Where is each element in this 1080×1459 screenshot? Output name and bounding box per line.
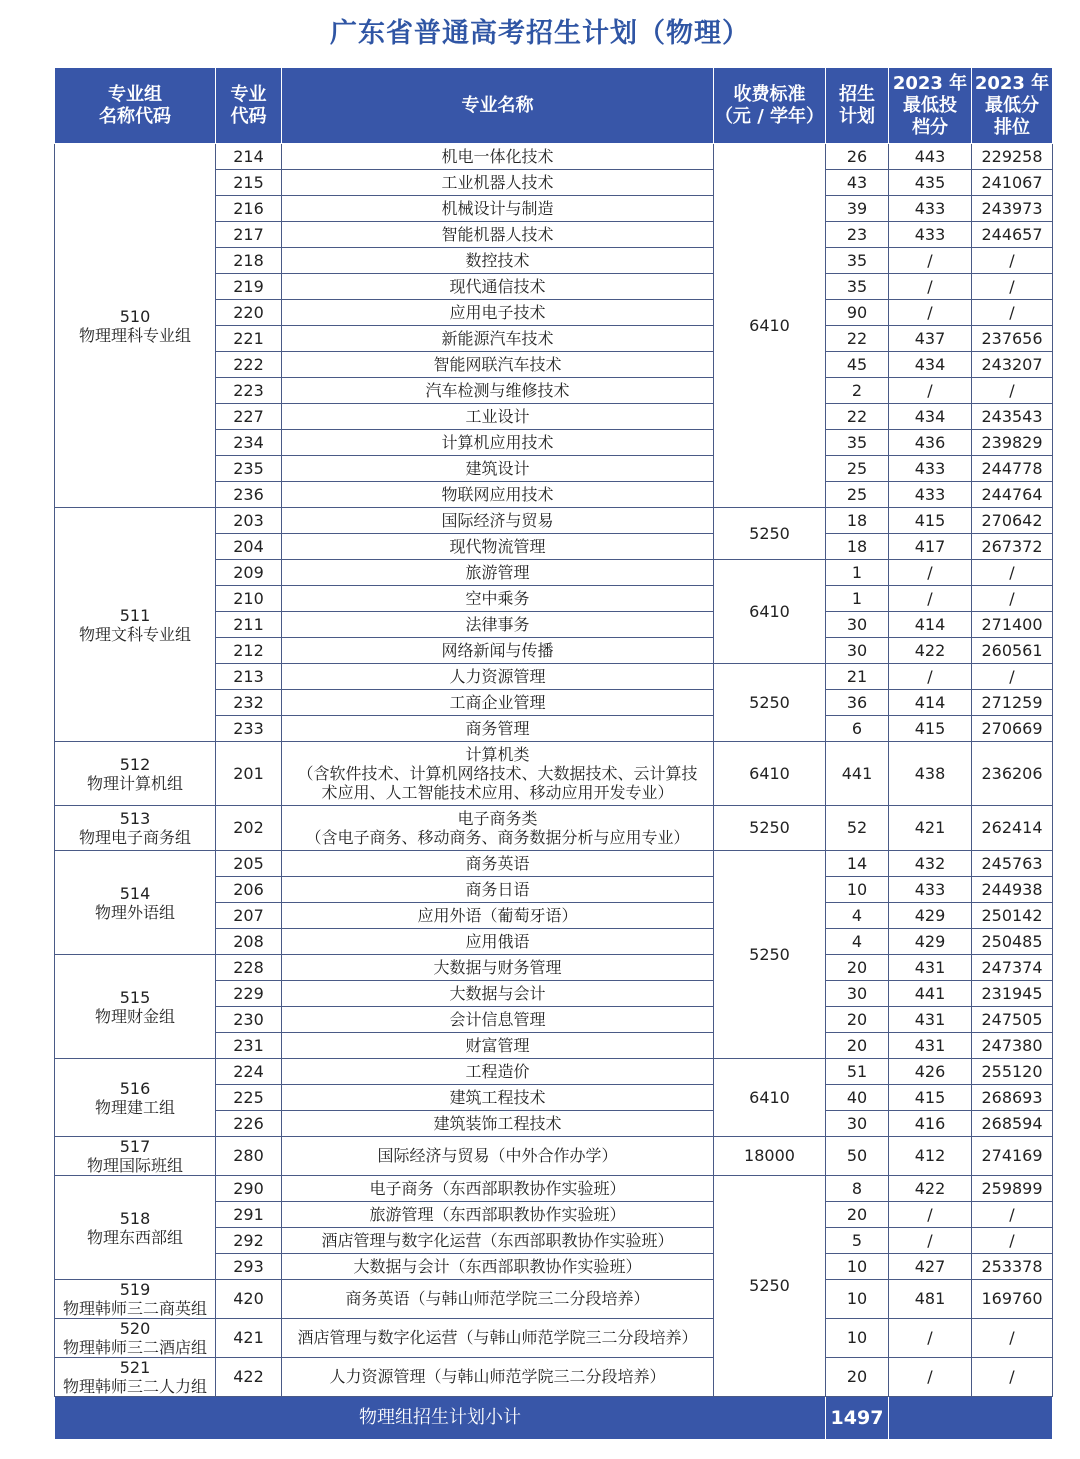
plan-count: 36: [826, 690, 889, 716]
major-code: 213: [216, 664, 282, 690]
header-group-code: 专业组 名称代码: [55, 68, 216, 144]
min-rank: /: [972, 248, 1053, 274]
major-code: 210: [216, 586, 282, 612]
fee-cell: 5250: [714, 508, 826, 560]
major-name: 旅游管理: [282, 560, 714, 586]
min-score: 433: [889, 222, 972, 248]
major-name: 空中乘务: [282, 586, 714, 612]
min-score: /: [889, 586, 972, 612]
min-score: 434: [889, 352, 972, 378]
plan-count: 21: [826, 664, 889, 690]
enrollment-plan-table: [54, 67, 1053, 1440]
plan-count: 51: [826, 1059, 889, 1085]
plan-count: 30: [826, 1111, 889, 1137]
major-name: 现代通信技术: [282, 274, 714, 300]
min-rank: 231945: [972, 981, 1053, 1007]
major-code: 230: [216, 1007, 282, 1033]
table-row: [55, 1280, 1053, 1319]
major-name: 智能网联汽车技术: [282, 352, 714, 378]
major-code: 233: [216, 716, 282, 742]
major-name: 商务英语: [282, 851, 714, 877]
major-name: 商务日语: [282, 877, 714, 903]
major-name: 工业机器人技术: [282, 170, 714, 196]
major-name: 商务英语（与韩山师范学院三二分段培养）: [282, 1280, 714, 1319]
group-cell: [55, 1176, 216, 1280]
header-min-rank: 2023 年 最低分 排位: [972, 68, 1053, 144]
major-name: 人力资源管理（与韩山师范学院三二分段培养）: [282, 1358, 714, 1397]
plan-count: 26: [826, 144, 889, 170]
min-score: 415: [889, 508, 972, 534]
major-name: 汽车检测与维修技术: [282, 378, 714, 404]
min-score: /: [889, 1202, 972, 1228]
min-rank: 243543: [972, 404, 1053, 430]
major-name: 酒店管理与数字化运营（与韩山师范学院三二分段培养）: [282, 1319, 714, 1358]
min-score: /: [889, 560, 972, 586]
min-score: 422: [889, 638, 972, 664]
plan-count: 35: [826, 274, 889, 300]
major-name: 应用外语（葡萄牙语）: [282, 903, 714, 929]
major-name: 网络新闻与传播: [282, 638, 714, 664]
min-rank: /: [972, 560, 1053, 586]
min-rank: 253378: [972, 1254, 1053, 1280]
min-score: 433: [889, 482, 972, 508]
fee-cell: 5250: [714, 664, 826, 742]
plan-count: 35: [826, 430, 889, 456]
major-name: 机电一体化技术: [282, 144, 714, 170]
major-code: 280: [216, 1137, 282, 1176]
min-score: 432: [889, 851, 972, 877]
major-name: 工程造价: [282, 1059, 714, 1085]
major-code: 209: [216, 560, 282, 586]
major-code: 235: [216, 456, 282, 482]
major-name: 酒店管理与数字化运营（东西部职教协作实验班）: [282, 1228, 714, 1254]
min-score: 431: [889, 955, 972, 981]
plan-count: 52: [826, 806, 889, 851]
plan-count: 1: [826, 560, 889, 586]
min-rank: 241067: [972, 170, 1053, 196]
plan-count: 40: [826, 1085, 889, 1111]
major-name: 新能源汽车技术: [282, 326, 714, 352]
table-row: [55, 508, 1053, 534]
group-cell: [55, 742, 216, 806]
table-row: [55, 851, 1053, 877]
min-score: /: [889, 274, 972, 300]
group-name: 物理韩师三二商英组: [62, 1299, 207, 1318]
min-rank: 268693: [972, 1085, 1053, 1111]
plan-count: 35: [826, 248, 889, 274]
header-major-code: 专业 代码: [216, 68, 282, 144]
major-code: 201: [216, 742, 282, 806]
major-code: 229: [216, 981, 282, 1007]
min-score: 441: [889, 981, 972, 1007]
fee-cell: 6410: [714, 1059, 826, 1137]
major-code: 422: [216, 1358, 282, 1397]
min-rank: /: [972, 274, 1053, 300]
major-code: 202: [216, 806, 282, 851]
table-row: [55, 1176, 1053, 1202]
min-rank: 274169: [972, 1137, 1053, 1176]
plan-count: 20: [826, 1202, 889, 1228]
group-cell: [55, 955, 216, 1059]
min-score: 417: [889, 534, 972, 560]
major-code: 236: [216, 482, 282, 508]
min-score: 434: [889, 404, 972, 430]
group-cell: [55, 508, 216, 742]
min-rank: 243973: [972, 196, 1053, 222]
group-code: 518: [119, 1208, 151, 1228]
plan-count: 50: [826, 1137, 889, 1176]
text-line: 电子商务类: [457, 809, 538, 828]
major-code: 220: [216, 300, 282, 326]
group-name: 物理东西部组: [86, 1227, 183, 1247]
major-name: 电子商务（东西部职教协作实验班）: [282, 1176, 714, 1202]
group-code: 514: [119, 883, 151, 903]
group-name: 物理文科专业组: [78, 624, 191, 644]
group-code: 512: [119, 754, 151, 774]
min-score: /: [889, 1319, 972, 1358]
min-rank: 271400: [972, 612, 1053, 638]
major-name: 建筑设计: [282, 456, 714, 482]
fee-cell: 6410: [714, 742, 826, 806]
min-rank: 271259: [972, 690, 1053, 716]
table-row: [55, 1319, 1053, 1358]
min-rank: 244778: [972, 456, 1053, 482]
major-name: 大数据与会计: [282, 981, 714, 1007]
plan-count: 23: [826, 222, 889, 248]
plan-count: 22: [826, 404, 889, 430]
major-code: 223: [216, 378, 282, 404]
text-line: （含电子商务、移动商务、商务数据分析与应用专业）: [305, 828, 690, 847]
min-rank: 262414: [972, 806, 1053, 851]
major-code: 217: [216, 222, 282, 248]
plan-count: 10: [826, 1254, 889, 1280]
min-rank: 247374: [972, 955, 1053, 981]
major-code: 224: [216, 1059, 282, 1085]
major-name: 财富管理: [282, 1033, 714, 1059]
major-code: 421: [216, 1319, 282, 1358]
plan-count: 10: [826, 1280, 889, 1319]
group-code: 521: [119, 1358, 151, 1377]
plan-count: 30: [826, 981, 889, 1007]
major-code: 216: [216, 196, 282, 222]
min-rank: /: [972, 1319, 1053, 1358]
group-name: 物理韩师三二人力组: [62, 1377, 207, 1396]
min-rank: /: [972, 1202, 1053, 1228]
group-cell: [55, 1358, 216, 1397]
min-rank: /: [972, 1358, 1053, 1397]
table-row: [55, 1059, 1053, 1085]
major-code: 212: [216, 638, 282, 664]
min-rank: /: [972, 664, 1053, 690]
min-rank: 268594: [972, 1111, 1053, 1137]
min-rank: 255120: [972, 1059, 1053, 1085]
min-rank: 270642: [972, 508, 1053, 534]
group-code: 516: [119, 1078, 151, 1098]
text-line: 计算机类: [465, 745, 530, 764]
group-cell: [55, 851, 216, 955]
major-name: 应用俄语: [282, 929, 714, 955]
text-line: （含软件技术、计算机网络技术、大数据技术、云计算技: [297, 764, 698, 783]
group-code: 513: [119, 809, 151, 828]
major-name: 会计信息管理: [282, 1007, 714, 1033]
min-score: 443: [889, 144, 972, 170]
min-score: 421: [889, 806, 972, 851]
fee-cell: 5250: [714, 1176, 826, 1397]
min-rank: 250142: [972, 903, 1053, 929]
major-name: 大数据与会计（东西部职教协作实验班）: [282, 1254, 714, 1280]
fee-cell: 6410: [714, 560, 826, 664]
major-code: 203: [216, 508, 282, 534]
min-score: /: [889, 664, 972, 690]
major-name: 人力资源管理: [282, 664, 714, 690]
plan-count: 14: [826, 851, 889, 877]
table-row: [55, 144, 1053, 170]
plan-count: 20: [826, 1007, 889, 1033]
min-score: 431: [889, 1033, 972, 1059]
group-cell: [55, 1280, 216, 1319]
min-rank: 247380: [972, 1033, 1053, 1059]
plan-count: 25: [826, 456, 889, 482]
min-score: 429: [889, 903, 972, 929]
header-fee: 收费标准 （元 / 学年）: [714, 68, 826, 144]
major-code: 204: [216, 534, 282, 560]
min-score: /: [889, 1358, 972, 1397]
plan-count: 20: [826, 955, 889, 981]
major-name: 建筑工程技术: [282, 1085, 714, 1111]
min-rank: 245763: [972, 851, 1053, 877]
subtotal-blank: [889, 1397, 1053, 1440]
min-score: 412: [889, 1137, 972, 1176]
major-code: 208: [216, 929, 282, 955]
min-rank: 260561: [972, 638, 1053, 664]
plan-count: 4: [826, 903, 889, 929]
group-name: 物理国际班组: [86, 1156, 183, 1175]
fee-cell: 6410: [714, 144, 826, 508]
table-row: [55, 955, 1053, 981]
major-code: 234: [216, 430, 282, 456]
major-name: 计算机应用技术: [282, 430, 714, 456]
group-code: 519: [119, 1280, 151, 1299]
plan-count: 10: [826, 877, 889, 903]
footer-row: [55, 1397, 1053, 1440]
page-title: 广东省普通高考招生计划（物理）: [330, 18, 750, 49]
group-code: 520: [119, 1319, 151, 1338]
min-rank: /: [972, 586, 1053, 612]
major-name: 法律事务: [282, 612, 714, 638]
major-name: 机械设计与制造: [282, 196, 714, 222]
major-code: 214: [216, 144, 282, 170]
min-score: 433: [889, 877, 972, 903]
group-name: 物理电子商务组: [78, 828, 191, 847]
plan-count: 43: [826, 170, 889, 196]
table-row: [55, 806, 1053, 851]
major-name: 国际经济与贸易（中外合作办学）: [282, 1137, 714, 1176]
min-rank: 169760: [972, 1280, 1053, 1319]
min-rank: 250485: [972, 929, 1053, 955]
min-score: /: [889, 300, 972, 326]
group-name: 物理外语组: [94, 902, 175, 922]
group-name: 物理韩师三二酒店组: [62, 1338, 207, 1357]
min-rank: 243207: [972, 352, 1053, 378]
min-rank: 247505: [972, 1007, 1053, 1033]
major-code: 228: [216, 955, 282, 981]
header-major-name: 专业名称: [282, 68, 714, 144]
min-rank: /: [972, 1228, 1053, 1254]
major-name: 智能机器人技术: [282, 222, 714, 248]
header-min-score: 2023 年 最低投 档分: [889, 68, 972, 144]
plan-count: 18: [826, 508, 889, 534]
min-score: 422: [889, 1176, 972, 1202]
fee-cell: 5250: [714, 851, 826, 1059]
group-cell: [55, 1059, 216, 1137]
min-score: 427: [889, 1254, 972, 1280]
major-code: 215: [216, 170, 282, 196]
table-body: [55, 144, 1053, 1397]
table-row: [55, 1358, 1053, 1397]
group-code: 515: [119, 987, 151, 1007]
header-row: [55, 68, 1053, 144]
plan-count: 1: [826, 586, 889, 612]
major-name: 商务管理: [282, 716, 714, 742]
min-score: 429: [889, 929, 972, 955]
plan-count: 20: [826, 1358, 889, 1397]
header-plan: 招生 计划: [826, 68, 889, 144]
min-score: 416: [889, 1111, 972, 1137]
plan-count: 4: [826, 929, 889, 955]
min-rank: 236206: [972, 742, 1053, 806]
min-score: 415: [889, 716, 972, 742]
table-row: [55, 742, 1053, 806]
major-name: 现代物流管理: [282, 534, 714, 560]
plan-count: 25: [826, 482, 889, 508]
min-score: 415: [889, 1085, 972, 1111]
group-name: 物理计算机组: [86, 773, 183, 793]
group-cell: [55, 144, 216, 508]
plan-count: 30: [826, 638, 889, 664]
group-code: 517: [119, 1137, 151, 1156]
group-name: 物理财金组: [94, 1006, 175, 1026]
plan-count: 39: [826, 196, 889, 222]
major-code: 206: [216, 877, 282, 903]
major-name: 国际经济与贸易: [282, 508, 714, 534]
min-score: 414: [889, 690, 972, 716]
major-name: 应用电子技术: [282, 300, 714, 326]
min-rank: 237656: [972, 326, 1053, 352]
text-line: 术应用、人工智能技术应用、移动应用开发专业）: [321, 783, 674, 802]
major-name: [282, 742, 714, 806]
min-score: 437: [889, 326, 972, 352]
group-cell: [55, 806, 216, 851]
major-code: 222: [216, 352, 282, 378]
major-code: 292: [216, 1228, 282, 1254]
group-cell: [55, 1319, 216, 1358]
min-rank: /: [972, 378, 1053, 404]
min-score: /: [889, 248, 972, 274]
min-score: 433: [889, 196, 972, 222]
plan-count: 30: [826, 612, 889, 638]
major-name: 工商企业管理: [282, 690, 714, 716]
major-code: 231: [216, 1033, 282, 1059]
min-rank: 244764: [972, 482, 1053, 508]
major-code: 232: [216, 690, 282, 716]
major-name: 大数据与财务管理: [282, 955, 714, 981]
min-score: 414: [889, 612, 972, 638]
plan-count: 10: [826, 1319, 889, 1358]
min-rank: 259899: [972, 1176, 1053, 1202]
plan-count: 441: [826, 742, 889, 806]
major-code: 205: [216, 851, 282, 877]
group-code: 511: [119, 605, 151, 625]
major-name: 数控技术: [282, 248, 714, 274]
table-row: [55, 1137, 1053, 1176]
major-code: 420: [216, 1280, 282, 1319]
min-rank: 244938: [972, 877, 1053, 903]
plan-count: 18: [826, 534, 889, 560]
plan-count: 22: [826, 326, 889, 352]
min-score: 431: [889, 1007, 972, 1033]
fee-cell: 5250: [714, 806, 826, 851]
min-rank: /: [972, 300, 1053, 326]
major-code: 293: [216, 1254, 282, 1280]
min-rank: 229258: [972, 144, 1053, 170]
major-code: 226: [216, 1111, 282, 1137]
min-score: 426: [889, 1059, 972, 1085]
plan-count: 20: [826, 1033, 889, 1059]
min-score: 433: [889, 456, 972, 482]
major-name: 旅游管理（东西部职教协作实验班）: [282, 1202, 714, 1228]
min-rank: 239829: [972, 430, 1053, 456]
min-score: 481: [889, 1280, 972, 1319]
major-code: 290: [216, 1176, 282, 1202]
min-score: 436: [889, 430, 972, 456]
group-name: 物理建工组: [94, 1097, 175, 1117]
major-code: 211: [216, 612, 282, 638]
major-code: 225: [216, 1085, 282, 1111]
min-rank: 270669: [972, 716, 1053, 742]
min-score: /: [889, 378, 972, 404]
plan-count: 8: [826, 1176, 889, 1202]
min-score: 438: [889, 742, 972, 806]
major-name: 物联网应用技术: [282, 482, 714, 508]
min-rank: 267372: [972, 534, 1053, 560]
plan-count: 2: [826, 378, 889, 404]
fee-cell: 18000: [714, 1137, 826, 1176]
min-score: 435: [889, 170, 972, 196]
major-name: 工业设计: [282, 404, 714, 430]
plan-count: 45: [826, 352, 889, 378]
subtotal-value: 1497: [826, 1397, 889, 1440]
major-code: 218: [216, 248, 282, 274]
group-cell: [55, 1137, 216, 1176]
major-code: 291: [216, 1202, 282, 1228]
group-name: 物理理科专业组: [78, 325, 191, 345]
major-code: 207: [216, 903, 282, 929]
major-code: 219: [216, 274, 282, 300]
major-name: [282, 806, 714, 851]
major-name: 建筑装饰工程技术: [282, 1111, 714, 1137]
plan-count: 6: [826, 716, 889, 742]
plan-count: 5: [826, 1228, 889, 1254]
subtotal-label: 物理组招生计划小计: [55, 1397, 826, 1440]
min-rank: 244657: [972, 222, 1053, 248]
min-score: /: [889, 1228, 972, 1254]
major-code: 221: [216, 326, 282, 352]
plan-count: 90: [826, 300, 889, 326]
group-code: 510: [119, 306, 151, 326]
major-code: 227: [216, 404, 282, 430]
